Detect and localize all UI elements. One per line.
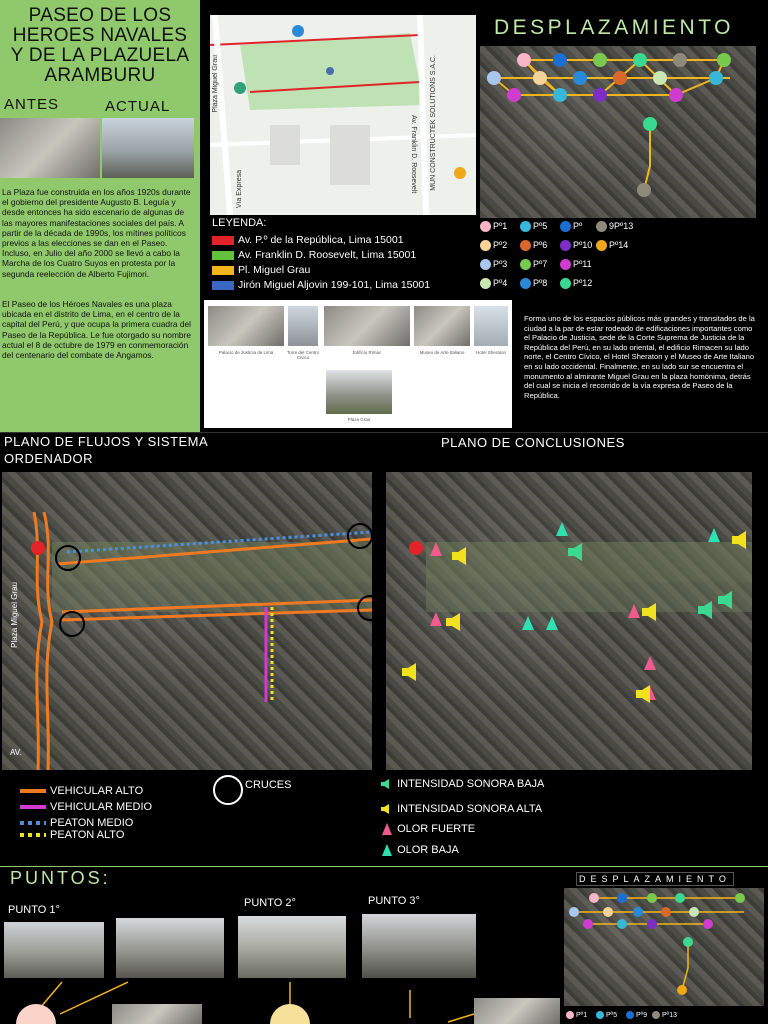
small-point-5: Pº5 bbox=[596, 1011, 617, 1019]
desplazamiento-small-title: DESPLAZAMIENTO bbox=[576, 872, 734, 886]
title-panel bbox=[0, 0, 200, 432]
caption-plaza-grau: Plaza Grau bbox=[347, 417, 371, 422]
history-paragraph-2: El Paseo de los Héroes Navales es una plaza ubicada en el distrito de Lima, en el centro de la capital del Perú, y que ocupa la primera cuadra del Paseo de la República. Le fue otorgado su nombre actual el 8 de octubre de 1979 en conmemoración del centenario del combate de Angamos. bbox=[2, 299, 192, 361]
point-legend-9: Pº bbox=[560, 221, 582, 232]
speaker-low-icon bbox=[380, 777, 394, 791]
point-legend-2: Pº2 bbox=[480, 240, 507, 251]
small-point-13: Pº13 bbox=[652, 1011, 677, 1019]
caption-torre: Torre del Centro Cívico bbox=[286, 350, 320, 360]
legend-title: LEYENDA: bbox=[212, 217, 267, 229]
flujo-legend-3: PEATON MEDIO bbox=[20, 817, 133, 829]
point-legend-11: Pº11 bbox=[560, 259, 592, 270]
legend-item-4: Jirón Miguel Aljovin 199-101, Lima 15001 bbox=[212, 279, 430, 291]
flujo-legend-2: VEHICULAR MEDIO bbox=[20, 801, 152, 813]
point-legend-8: Pº8 bbox=[520, 278, 547, 289]
conclusion-legend-2: INTENSIDAD SONORA ALTA bbox=[380, 802, 542, 816]
puntos-title: PUNTOS: bbox=[10, 868, 111, 888]
history-paragraph-1: La Plaza fue construida en los años 1920s durante el gobierno del presidente Augusto B. Leguía y desde entonces ha sido escenario de algunas de las mayores manifestaciones sociales del país. A partir de la década de 1990s, los mítines políticos previos a las elecciones se dan en el Paseo. Incluso, en Julio del año 2000 se llevó a cabo la Marcha de los Cuatro Suyos en protesta por la segunda reelección de Alberto Fujimori. bbox=[2, 187, 191, 279]
flujos-map[interactable] bbox=[2, 472, 372, 770]
smell-low-icon bbox=[380, 843, 394, 857]
point-legend-10: Pº10 bbox=[560, 240, 592, 251]
cruces-label: CRUCES bbox=[245, 779, 292, 791]
flujo-legend-1: VEHICULAR ALTO bbox=[20, 785, 143, 797]
conclusion-legend-3: OLOR FUERTE bbox=[380, 822, 475, 836]
punto-1-photo-b bbox=[116, 918, 224, 978]
small-point-9: Pº9 bbox=[626, 1011, 647, 1019]
point-legend-12: Pº12 bbox=[560, 278, 592, 289]
conclusiones-map[interactable] bbox=[386, 472, 752, 770]
flujos-graphic bbox=[2, 472, 372, 770]
legend-item-2: Av. Franklin D. Roosevelt, Lima 15001 bbox=[212, 249, 416, 261]
via-expresa-label: Vía Expresa bbox=[236, 170, 243, 209]
flujos-title-2: ORDENADOR bbox=[4, 451, 94, 466]
desplazamiento-map[interactable] bbox=[480, 46, 756, 218]
antes-label: ANTES bbox=[4, 96, 60, 113]
palacio-photo bbox=[208, 306, 284, 346]
caption-sheraton: Hotel Sheraton bbox=[475, 350, 507, 355]
punto-2-photo bbox=[238, 916, 346, 978]
point-legend-1: Pº1 bbox=[480, 221, 507, 232]
punto-1-photo-a bbox=[4, 922, 104, 978]
flujos-plaza-label: Plaza Miguel Grau bbox=[10, 582, 19, 648]
flujos-title-1: PLANO DE FLUJOS Y SISTEMA bbox=[4, 434, 209, 449]
museo-photo bbox=[414, 306, 470, 346]
actual-photo bbox=[102, 118, 194, 178]
caption-museo: Museo de Arte Italiano bbox=[419, 350, 465, 355]
description-text: Forma uno de los espacios públicos más grandes y transitados de la ciudad a la par de estar rodeado de edificaciones importantes como el Palacio de Justicia, sede de la Corte Suprema de Justicia de la República del Perú, en su lado oriental, el edificio Rimacen su lado norte, el Centro Cívico, el Hotel Sheraton y el Museo de Arte Italiano en su lado occidental. Finalmente, en su lado sur se encuentra el monumento al almirante Miguel Grau en la plaza homónima, detrás del cual se inicia el recorrido de la vía expresa de Paseo de la República. bbox=[524, 314, 755, 400]
puntos-divider bbox=[0, 866, 768, 867]
legend-item-1: Av. P.º de la República, Lima 15001 bbox=[212, 234, 404, 246]
point-legend-9-badge: 9 bbox=[596, 221, 614, 232]
small-point-1: Pº1 bbox=[566, 1011, 587, 1019]
puntos-arrows bbox=[0, 978, 560, 1024]
conclusion-legend-4: OLOR BAJA bbox=[380, 843, 459, 857]
divider bbox=[0, 432, 768, 433]
mun-label: MUN CONSTRUCTEK SOLUTIONS S.A.C. bbox=[430, 55, 437, 191]
points-legend bbox=[480, 221, 650, 297]
route-graphic bbox=[480, 46, 756, 218]
flujos-av-label: AV. bbox=[10, 748, 22, 757]
point-legend-6: Pº6 bbox=[520, 240, 547, 251]
smell-strong-icon bbox=[380, 822, 394, 836]
rimac-photo bbox=[324, 306, 410, 346]
conclusiones-graphic bbox=[386, 472, 752, 770]
point-legend-5: Pº5 bbox=[520, 221, 547, 232]
punto-1-label: PUNTO 1° bbox=[8, 904, 60, 916]
caption-palacio: Palacio de Justicia de Lima bbox=[218, 350, 274, 355]
point-legend-4: Pº4 bbox=[480, 278, 507, 289]
buildings-panel bbox=[204, 300, 512, 428]
conclusion-legend-1: INTENSIDAD SONORA BAJA bbox=[380, 777, 544, 791]
plaza-grau-map-label: Plaza Miguel Grau bbox=[212, 55, 219, 113]
point-legend-7: Pº7 bbox=[520, 259, 547, 270]
small-route-graphic bbox=[564, 888, 764, 1006]
punto-3-photo bbox=[362, 914, 476, 978]
punto-2-label: PUNTO 2° bbox=[244, 897, 296, 909]
roosevelt-label: Av. Franklin D. Roosevelt bbox=[410, 115, 417, 194]
legend-item-3: Pl. Miguel Grau bbox=[212, 264, 310, 276]
speaker-high-icon bbox=[380, 802, 394, 816]
torre-photo bbox=[288, 306, 318, 346]
desplazamiento-small-map[interactable] bbox=[564, 888, 764, 1006]
desplazamiento-title: DESPLAZAMIENTO bbox=[494, 16, 734, 39]
flujo-legend-4: PEATON ALTO bbox=[20, 829, 124, 841]
location-map[interactable] bbox=[210, 15, 476, 215]
sheraton-photo bbox=[474, 306, 508, 346]
conclusiones-title: PLANO DE CONCLUSIONES bbox=[441, 435, 625, 450]
punto-3-label: PUNTO 3° bbox=[368, 895, 420, 907]
antes-photo bbox=[0, 118, 100, 178]
point-legend-13: Pº13 bbox=[614, 221, 634, 231]
page-title: PASEO DE LOS HEROES NAVALES Y DE LA PLAZUELA ARAMBURU bbox=[10, 5, 190, 86]
plaza-grau-photo bbox=[326, 370, 392, 414]
caption-rimac: Edificio Rimac bbox=[352, 350, 382, 355]
point-legend-3: Pº3 bbox=[480, 259, 507, 270]
cruces-icon bbox=[213, 775, 243, 805]
actual-label: ACTUAL bbox=[105, 98, 171, 115]
point-legend-14: Pº14 bbox=[596, 240, 628, 251]
